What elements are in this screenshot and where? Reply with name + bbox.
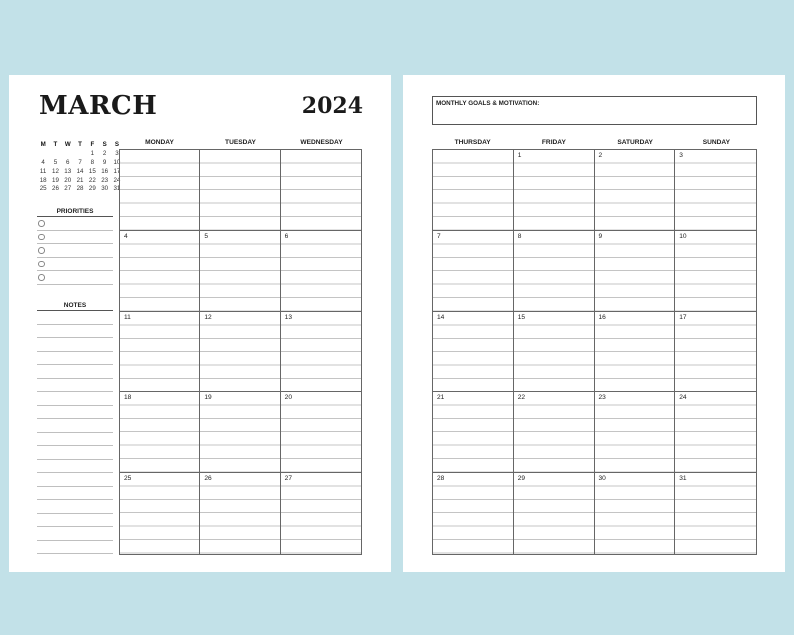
mini-calendar-weekday: F [90,141,95,148]
mini-calendar-day: 17 [113,167,121,175]
mini-calendar-day: 18 [39,176,47,184]
right-calendar-grid [432,149,757,555]
day-cell[interactable] [281,473,361,554]
notes-line[interactable] [37,514,113,528]
mini-calendar-day [62,150,74,158]
day-cell[interactable] [433,150,514,231]
mini-calendar-weekday: W [64,141,71,148]
weekday-header: THURSDAY [454,139,491,146]
day-cell[interactable] [281,150,361,231]
notes-line[interactable] [37,311,113,325]
day-number: 26 [204,475,212,483]
mini-calendar-day: 4 [41,158,45,166]
mini-calendar-day: 20 [64,176,72,184]
notes-line[interactable] [37,487,113,501]
left-calendar-grid [119,149,362,555]
mini-calendar-day: 13 [64,167,72,175]
priority-line[interactable] [37,271,113,285]
day-cell[interactable] [514,392,595,473]
left-planner-page [9,75,391,572]
mini-calendar-day: 10 [113,158,121,166]
day-number: 5 [204,232,208,240]
day-cell[interactable] [595,312,676,393]
day-number: 6 [284,232,289,240]
weekday-header: WEDNESDAY [300,139,343,146]
monthly-goals-label: MONTHLY GOALS & MOTIVATION: [436,100,540,107]
mini-calendar-weekday: T [53,141,58,148]
mini-calendar-day: 2 [102,149,107,157]
day-cell[interactable] [514,150,595,231]
right-day-headers [432,139,757,146]
day-number: 1 [517,152,522,159]
notes-line[interactable] [37,352,113,366]
mini-calendar-day [74,150,86,158]
day-cell[interactable] [433,392,514,473]
day-number: 17 [679,313,687,321]
month-title: MARCH [39,91,158,121]
checkbox-circle-icon[interactable] [38,234,45,241]
day-number: 21 [437,394,445,402]
mini-calendar-day: 7 [78,158,82,166]
mini-calendar-day: 8 [90,158,95,166]
checkbox-circle-icon[interactable] [38,261,45,268]
mini-calendar-day: 24 [113,176,121,184]
mini-calendar-day: 22 [88,176,96,184]
mini-calendar-day: 1 [90,149,95,157]
day-cell[interactable] [595,473,676,554]
mini-calendar-day: 25 [39,185,47,193]
notes-list [37,310,113,554]
day-cell[interactable] [595,392,676,473]
mini-calendar-weekday: S [102,141,107,148]
day-number: 31 [679,475,687,483]
mini-calendar-day: 19 [52,176,59,184]
day-number: 4 [124,232,128,240]
day-cell[interactable] [675,312,756,393]
notes-line[interactable] [37,446,113,460]
day-number: 18 [124,394,132,402]
notes-line[interactable] [37,460,113,474]
priority-line[interactable] [37,231,113,245]
day-number: 7 [437,232,441,240]
mini-calendar-day: 28 [76,185,84,193]
day-cell[interactable] [200,392,280,473]
mini-calendar [37,141,123,193]
day-cell[interactable] [120,312,200,393]
weekday-header: SUNDAY [702,139,730,146]
day-cell[interactable] [200,231,280,312]
left-day-headers [119,139,362,146]
notes-line[interactable] [37,473,113,487]
weekday-header: MONDAY [145,139,174,146]
day-cell[interactable] [281,392,361,473]
notes-line[interactable] [37,365,113,379]
day-number: 14 [437,313,445,321]
notes-line[interactable] [37,406,113,420]
day-cell[interactable] [514,312,595,393]
day-cell[interactable] [675,150,756,231]
right-planner-page [403,75,785,572]
mini-calendar-day: 5 [53,158,58,166]
priority-line[interactable] [37,217,113,231]
day-cell[interactable] [433,312,514,393]
notes-line[interactable] [37,392,113,406]
day-cell[interactable] [514,231,595,312]
notes-label: NOTES [63,302,87,309]
day-cell[interactable] [433,473,514,554]
priorities-label: PRIORITIES [56,208,94,215]
mini-calendar-day [37,150,49,158]
weekday-header: SATURDAY [617,139,653,146]
day-number: 9 [598,232,603,240]
day-number: 11 [124,313,131,321]
day-number: 3 [679,152,683,159]
year-title: 2024 [301,93,363,119]
notes-line[interactable] [37,379,113,393]
day-cell[interactable] [675,392,756,473]
mini-calendar-day: 15 [88,167,96,175]
notes-line[interactable] [37,500,113,514]
day-number: 12 [204,313,212,321]
priority-line[interactable] [37,258,113,272]
mini-calendar-day: 9 [102,158,107,166]
day-cell[interactable] [120,231,200,312]
day-number: 23 [598,394,606,402]
day-number: 25 [124,475,132,483]
day-cell[interactable] [514,473,595,554]
notes-line[interactable] [37,541,113,555]
day-number: 30 [598,475,606,483]
day-number: 10 [679,232,687,240]
checkbox-circle-icon[interactable] [38,247,45,254]
mini-calendar-day: 30 [101,185,109,193]
day-cell[interactable] [120,392,200,473]
mini-calendar-day: 27 [64,185,72,193]
weekday-header: TUESDAY [225,139,256,146]
day-number: 8 [517,232,522,240]
mini-calendar-day: 26 [52,185,59,193]
checkbox-circle-icon[interactable] [38,274,45,281]
day-number: 29 [517,475,526,483]
notes-line[interactable] [37,419,113,433]
mini-calendar-day: 16 [101,167,109,175]
day-cell[interactable] [120,473,200,554]
mini-calendar-day: 31 [113,185,121,193]
day-cell[interactable] [595,231,676,312]
day-cell[interactable] [120,150,200,231]
day-number: 28 [437,475,445,483]
mini-calendar-day: 6 [66,158,70,166]
day-number: 15 [517,313,526,321]
day-cell[interactable] [281,231,361,312]
day-number: 24 [679,394,687,402]
weekday-header: FRIDAY [541,139,566,146]
day-number: 20 [284,394,292,402]
day-number: 19 [204,394,212,402]
priority-line[interactable] [37,244,113,258]
day-number: 13 [284,313,292,321]
day-cell[interactable] [433,231,514,312]
day-cell[interactable] [595,150,676,231]
checkbox-circle-icon[interactable] [38,220,45,227]
mini-calendar-day [49,150,61,158]
mini-calendar-day: 29 [88,185,96,193]
mini-calendar-weekday: M [40,141,46,148]
day-cell[interactable] [200,312,280,393]
mini-calendar-day: 11 [39,167,47,175]
priorities-list [37,216,113,285]
day-number: 2 [598,152,603,159]
day-number: 16 [598,313,606,321]
day-cell[interactable] [675,231,756,312]
day-number: 27 [284,475,292,483]
mini-calendar-day: 23 [101,176,109,184]
mini-calendar-day: 21 [76,176,84,184]
mini-calendar-weekday: T [78,141,82,148]
notes-line[interactable] [37,527,113,541]
day-cell[interactable] [281,312,361,393]
mini-calendar-day: 3 [115,149,119,157]
notes-line[interactable] [37,433,113,447]
mini-calendar-weekday: S [114,141,119,148]
mini-calendar-day: 14 [76,167,84,175]
monthly-goals-box[interactable] [432,96,757,125]
notes-line[interactable] [37,325,113,339]
day-cell[interactable] [200,473,280,554]
mini-calendar-day: 12 [52,167,59,175]
day-cell[interactable] [675,473,756,554]
day-cell[interactable] [200,150,280,231]
day-number: 22 [517,394,526,402]
notes-line[interactable] [37,338,113,352]
